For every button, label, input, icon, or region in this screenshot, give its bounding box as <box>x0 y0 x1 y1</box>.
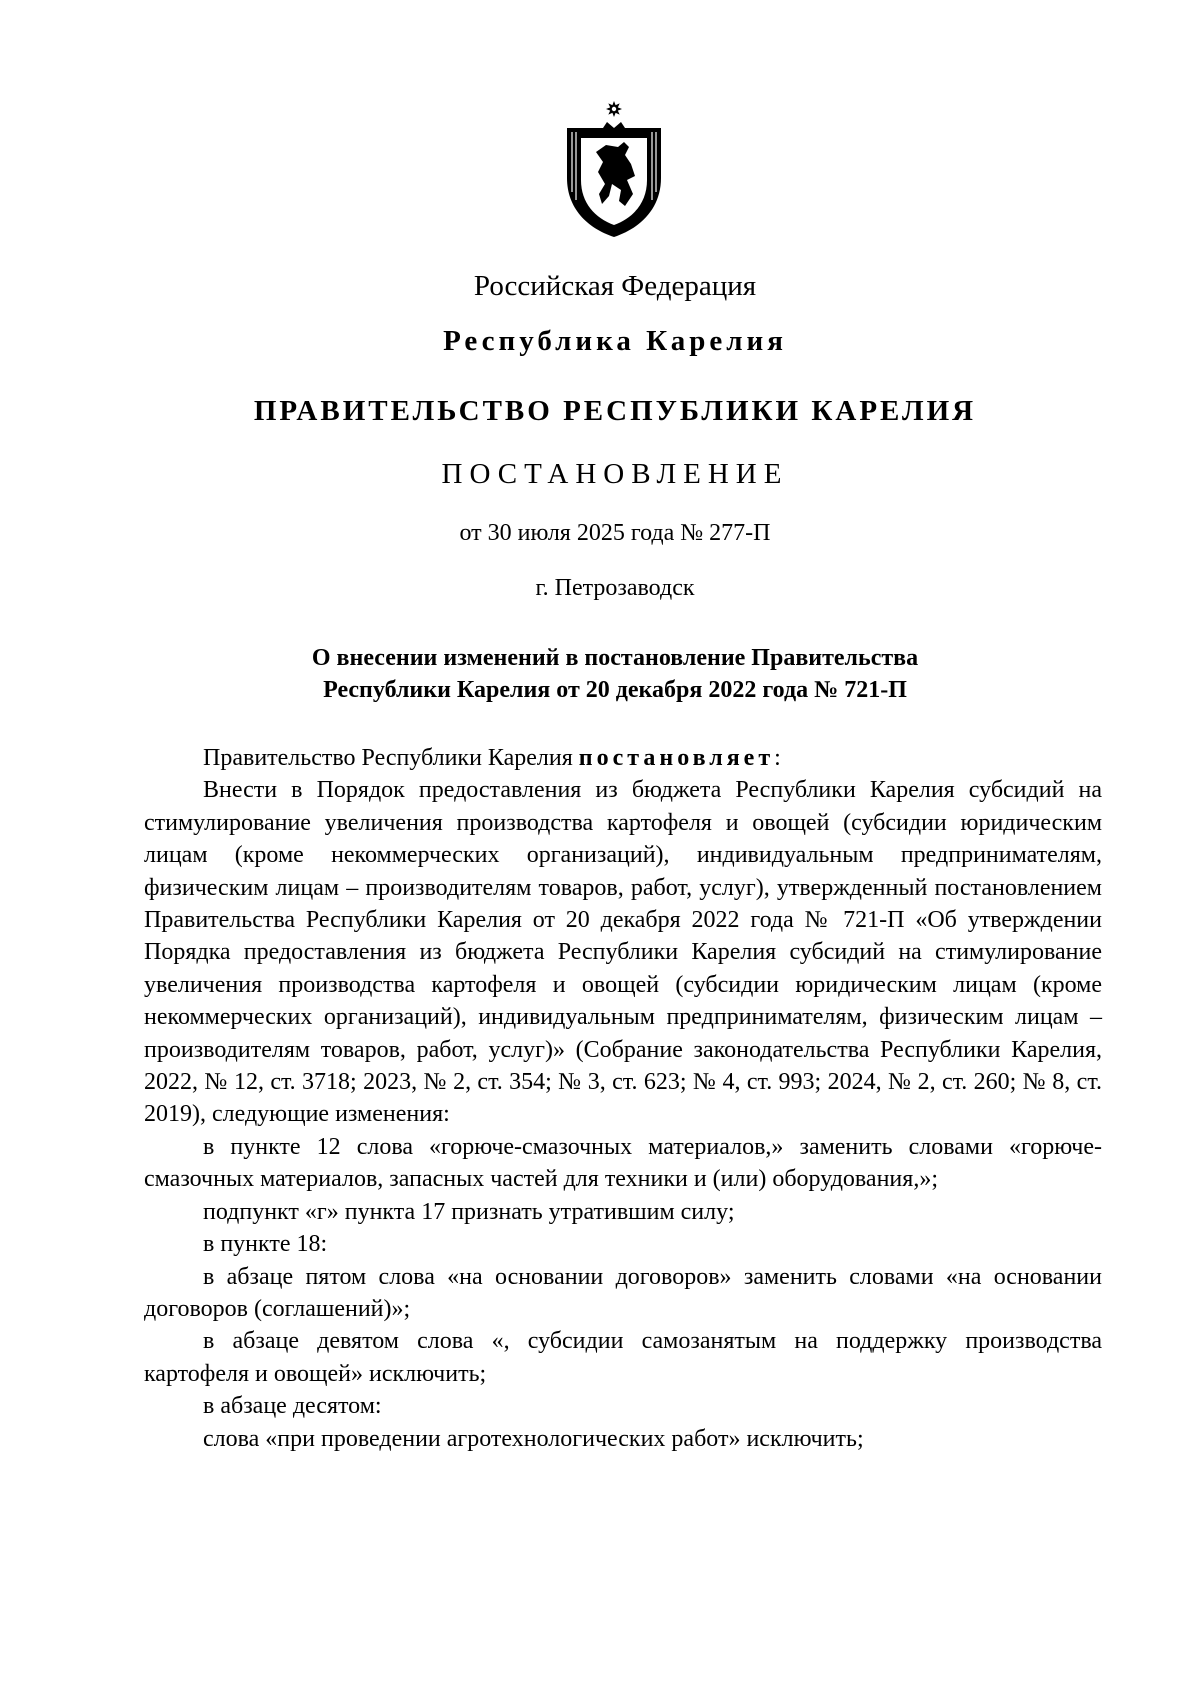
document-title <box>0 642 1200 706</box>
coat-of-arms-icon <box>563 100 665 240</box>
republic-heading: Республика Карелия <box>443 325 787 357</box>
body-paragraph: подпункт «г» пункта 17 признать утратившим силу; <box>203 1198 735 1225</box>
document-city: г. Петрозаводск <box>535 575 695 601</box>
document-date-number: от 30 июля 2025 года № 277-П <box>459 520 771 546</box>
body-paragraph: слова «при проведении агротехнологических работ» исключить; <box>203 1425 864 1452</box>
document-body <box>144 742 1102 1455</box>
body-paragraph: в абзаце пятом слова «на основании договоров» заменить словами «на основании договоров (соглашений)»; <box>144 1263 1102 1322</box>
body-paragraph: в абзаце девятом слова «, субсидии самозанятым на поддержку производства картофеля и овощей» исключить; <box>144 1328 1102 1387</box>
document-type-heading: ПОСТАНОВЛЕНИЕ <box>441 458 789 490</box>
body-paragraph: в пункте 18: <box>203 1231 328 1258</box>
government-heading: ПРАВИТЕЛЬСТВО РЕСПУБЛИКИ КАРЕЛИЯ <box>253 395 977 427</box>
federation-heading: Российская Федерация <box>473 270 757 302</box>
preamble-tail: : <box>774 745 781 771</box>
preamble-verb: постановляет <box>578 745 775 771</box>
body-paragraph: в пункте 12 слова «горюче-смазочных материалов,» заменить словами «горюче-смазочных материалов, запасных частей для техники и (или) оборудования,»; <box>144 1133 1102 1193</box>
document-title-line: Республики Карелия от 20 декабря 2022 года № 721-П <box>323 677 907 703</box>
body-paragraph: в абзаце десятом: <box>203 1393 382 1420</box>
preamble-lead: Правительство Республики Карелия <box>203 745 579 771</box>
document-title-line: О внесении изменений в постановление Правительства <box>311 645 919 671</box>
preamble-paragraph <box>144 742 1102 774</box>
body-paragraph: Внести в Порядок предоставления из бюджета Республики Карелия субсидий на стимулирование увеличения производства картофеля и овощей (субсидии юридическим лицам (кроме некоммерческих организаций), индивидуальным предпринимателям, физическим лицам – производителям товаров, работ, услуг), утвержденный постановлением Правительства Республики Карелия от 20 декабря 2022 года № 721-П «Об утверждении Порядка предоставления из бюджета Республики Карелия субсидий на стимулирование увеличения производства картофеля и овощей (субсидии юридическим лицам (кроме некоммерческих организаций), индивидуальным предпринимателям, физическим лицам – производителям товаров, работ, услуг)» (Собрание законодательства Республики Карелия, 2022, № 12, ст. 3718; 2023, № 2, ст. 354; № 3, ст. 623; № 4, ст. 993; 2024, № 2, ст. 260; № 8, ст. 2019), следующие изменения: <box>144 777 1102 1128</box>
